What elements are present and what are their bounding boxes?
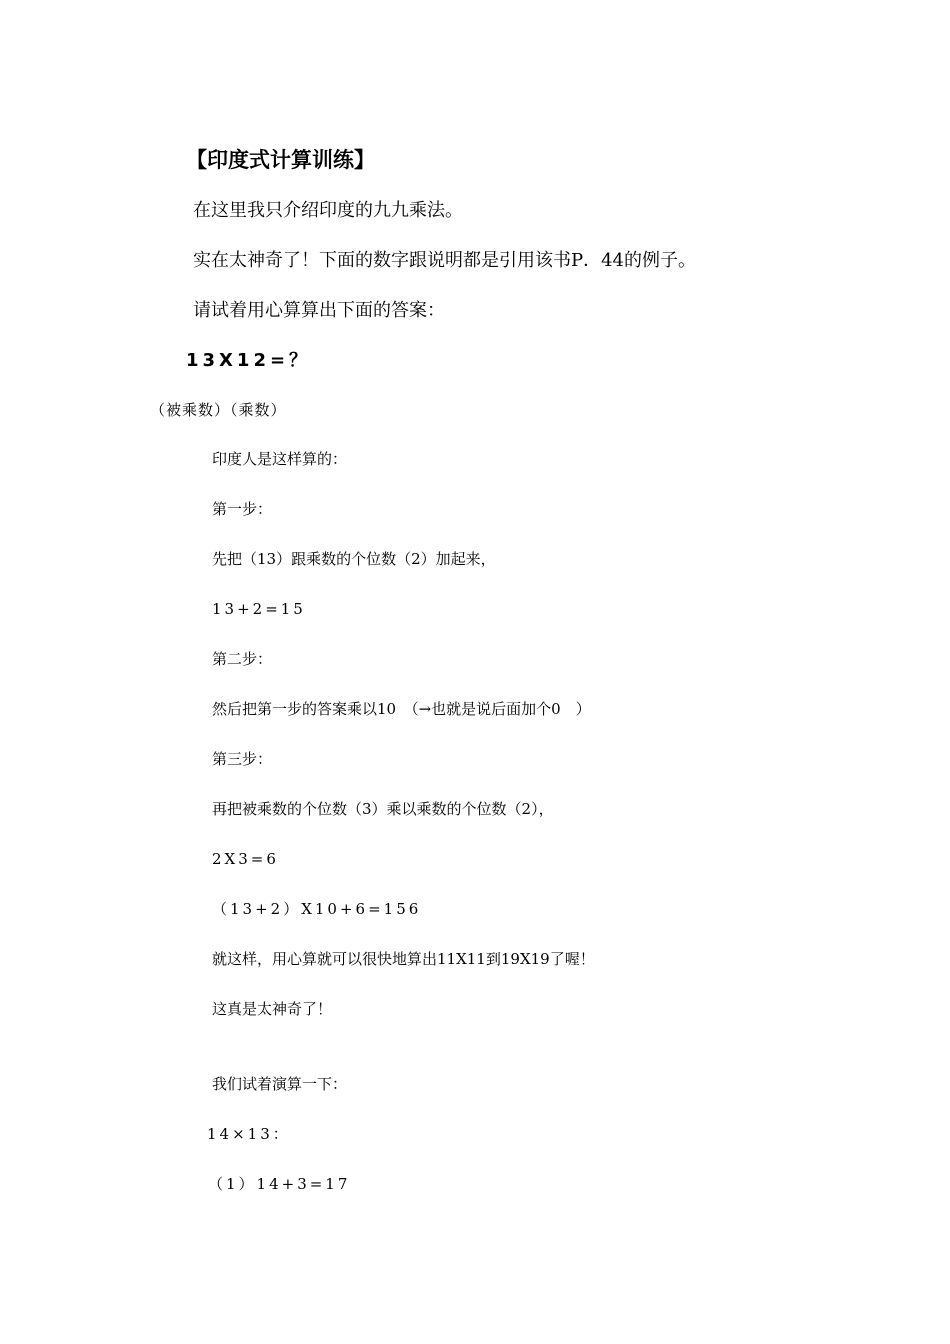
step1-math: 13+2=15 (212, 600, 306, 618)
step1-text: 先把（13）跟乘数的个位数（2）加起来， (212, 550, 496, 568)
intro-paragraph-3: 请试着用心算算出下面的答案： (193, 300, 445, 321)
step3-text: 再把被乘数的个位数（3）乘以乘数的个位数（2）， (212, 800, 554, 818)
step3-math: 2X3=6 (212, 850, 279, 868)
exclaim-text: 这真是太神奇了！ (212, 1000, 333, 1018)
explanation-intro: 印度人是这样算的： (212, 450, 348, 468)
step2-heading: 第二步： (212, 650, 273, 668)
step3-heading: 第三步： (212, 750, 273, 768)
operand-labels: （被乘数）（乘数） (150, 401, 287, 419)
step2-text: 然后把第一步的答案乘以10 （→也就是说后面加个0 ） (212, 700, 591, 718)
document-title: 【印度式计算训练】 (186, 148, 375, 172)
practice-step1: （1）14+3=17 (208, 1175, 351, 1193)
intro-paragraph-2: 实在太神奇了！下面的数字跟说明都是引用该书P．44的例子。 (193, 250, 697, 271)
conclusion-text: 就这样，用心算就可以很快地算出11X11到19X19了喔！ (212, 950, 595, 968)
practice-problem: 14×13： (207, 1125, 291, 1143)
combined-math: （13+2）X10+6=156 (212, 900, 422, 918)
practice-intro: 我们试着演算一下： (212, 1075, 348, 1093)
intro-paragraph-1: 在这里我只介绍印度的九九乘法。 (193, 200, 463, 221)
step1-heading: 第一步： (212, 500, 273, 518)
main-equation: 13X12=？ (186, 350, 312, 371)
